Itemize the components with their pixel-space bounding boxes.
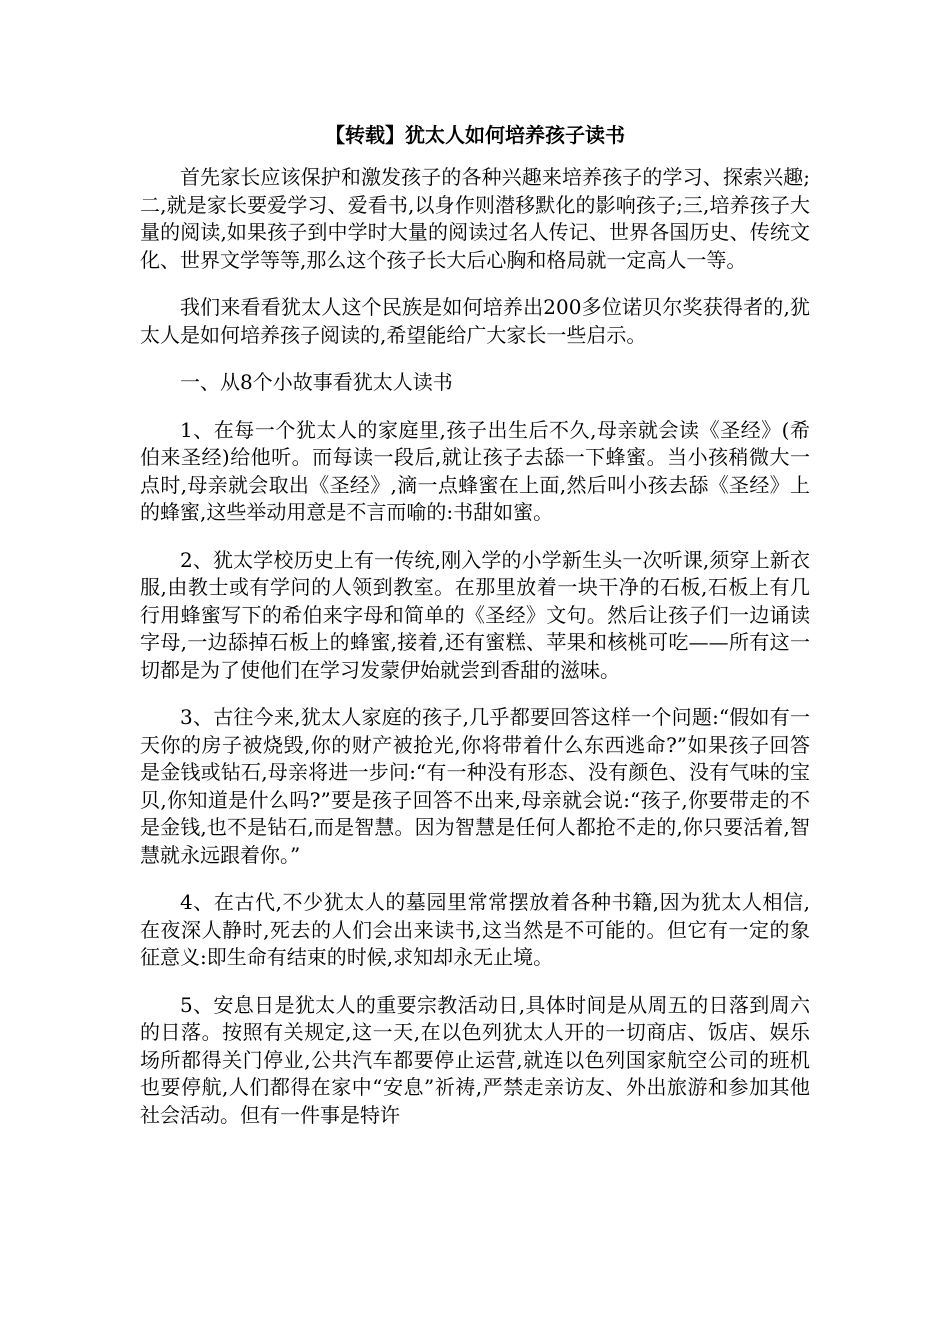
paragraph-nobel: 我们来看看犹太人这个民族是如何培养出200多位诺贝尔奖获得者的,犹太人是如何培养孩子阅读的,希望能给广大家长一些启示。 (140, 295, 810, 347)
paragraph-story-1: 1、在每一个犹太人的家庭里,孩子出生后不久,母亲就会读《圣经》(希伯来圣经)给他听。而每读一段后,就让孩子去舔一下蜂蜜。当小孩稍微大一点时,母亲就会取出《圣经》,滴一点蜂蜜在上面,然后叫小孩去舔《圣经》上的蜂蜜,这些举动用意是不言而喻的:书甜如蜜。 (140, 417, 810, 524)
paragraph-story-2: 2、犹太学校历史上有一传统,刚入学的小学新生头一次听课,须穿上新衣服,由教士或有学问的人领到教室。在那里放着一块干净的石板,石板上有几行用蜂蜜写下的希伯来字母和简单的《圣经》文句。然后让孩子们一边诵读字母,一边舔掉石板上的蜂蜜,接着,还有蜜糕、苹果和核桃可吃——所有这一切都是为了使他们在学习发蒙伊始就尝到香甜的滋味。 (140, 547, 810, 682)
paragraph-story-5: 5、安息日是犹太人的重要宗教活动日,具体时间是从周五的日落到周六的日落。按照有关规定,这一天,在以色列犹太人开的一切商店、饭店、娱乐场所都得关门停业,公共汽车都要停止运营,就连以色列国家航空公司的班机也要停航,人们都得在家中“安息”祈祷,严禁走亲访友、外出旅游和参加其他社会活动。但有一件事是特许 (140, 992, 810, 1127)
section-heading: 一、从8个小故事看犹太人读书 (180, 370, 453, 394)
paragraph-intro: 首先家长应该保护和激发孩子的各种兴趣来培养孩子的学习、探索兴趣;二,就是家长要爱学习、爱看书,以身作则潜移默化的影响孩子;三,培养孩子大量的阅读,如果孩子到中学时大量的阅读过名人传记、世界各国历史、传统文化、世界文学等等,那么这个孩子长大后心胸和格局就一定高人一等。 (140, 165, 810, 272)
paragraph-story-3: 3、古往今来,犹太人家庭的孩子,几乎都要回答这样一个问题:“假如有一天你的房子被烧毁,你的财产被抢光,你将带着什么东西逃命?”如果孩子回答是金钱或钻石,母亲将进一步问:“有一种没有形态、没有颜色、没有气味的宝贝,你知道是什么吗?”要是孩子回答不出来,母亲就会说:“孩子,你要带走的不是金钱,也不是钻石,而是智慧。因为智慧是任何人都抢不走的,你只要活着,智慧就永远跟着你。” (140, 705, 810, 867)
paragraph-story-4: 4、在古代,不少犹太人的墓园里常常摆放着各种书籍,因为犹太人相信,在夜深人静时,死去的人们会出来读书,这当然是不可能的。但它有一定的象征意义:即生命有结束的时候,求知却永无止境。 (140, 890, 810, 969)
document-title: 【转载】犹太人如何培养孩子读书 (325, 123, 625, 147)
